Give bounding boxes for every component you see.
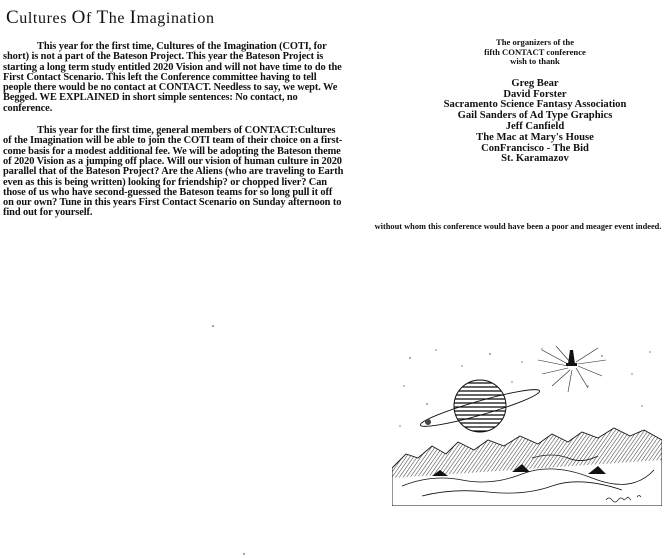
thanks-name: ConFrancisco - The Bid bbox=[481, 142, 589, 154]
thanks-intro-line-2: fifth CONTACT conference bbox=[484, 46, 586, 57]
thanks-name: David Forster bbox=[503, 88, 567, 100]
thanks-name: Jeff Canfield bbox=[505, 120, 565, 132]
print-speck bbox=[243, 553, 245, 555]
print-speck bbox=[212, 325, 214, 327]
article-paragraph-1: This year for the first time, Cultures of the Imagination (COTI, for short) is not a part of the Bateson Project. This year the Bateson Project is starting a long term study entitled 2020 Vision and will not have time to do the First Contact Scenario. This left the Conference committee having to tell people there would be no contact at CONTACT. Needless to say, we wept. We Begged. WE EXPLAINED in short simple sentences: No contact, no conference. bbox=[3, 41, 342, 114]
thanks-name-list bbox=[404, 79, 666, 165]
article-body bbox=[3, 42, 345, 231]
thanks-name: St. Karamazov bbox=[501, 153, 569, 165]
thanks-name: Sacramento Science Fantasy Association bbox=[443, 99, 627, 111]
thanks-closing: without whom this conference would have been a poor and meager event indeed. bbox=[374, 222, 662, 231]
thanks-intro bbox=[404, 38, 666, 67]
thanks-intro-line-1: The organizers of the bbox=[495, 37, 575, 47]
space-landscape-illustration-icon bbox=[392, 346, 662, 506]
article-paragraph-2: This year for the first time, general members of CONTACT:Cultures of the Imagination will be able to join the COTI team of their choice on a first-come basis for a modest additional fee. We will be adopting the Bateson theme of 2020 Vision as a jumping off place. Will our vision of human culture in 2020 parallel that of the Bateson Project? Are the Aliens (who are traveling to Earth even as this is being written) looking for friendship? or chopped liver? Can those of us who have second-guessed the Bateson teams for so long pull it off on our own? Tune in this years First Contact Scenario on Sunday afternoon to find out for yourself. bbox=[3, 125, 344, 219]
thanks-name: Greg Bear bbox=[511, 77, 559, 89]
page-title: Cultures Of The Imagination bbox=[6, 7, 215, 28]
thanks-section bbox=[404, 38, 666, 165]
thanks-name: Gail Sanders of Ad Type Graphics bbox=[457, 110, 613, 122]
thanks-intro-line-3: wish to thank bbox=[510, 56, 560, 67]
thanks-name: The Mac at Mary's House bbox=[476, 131, 594, 143]
